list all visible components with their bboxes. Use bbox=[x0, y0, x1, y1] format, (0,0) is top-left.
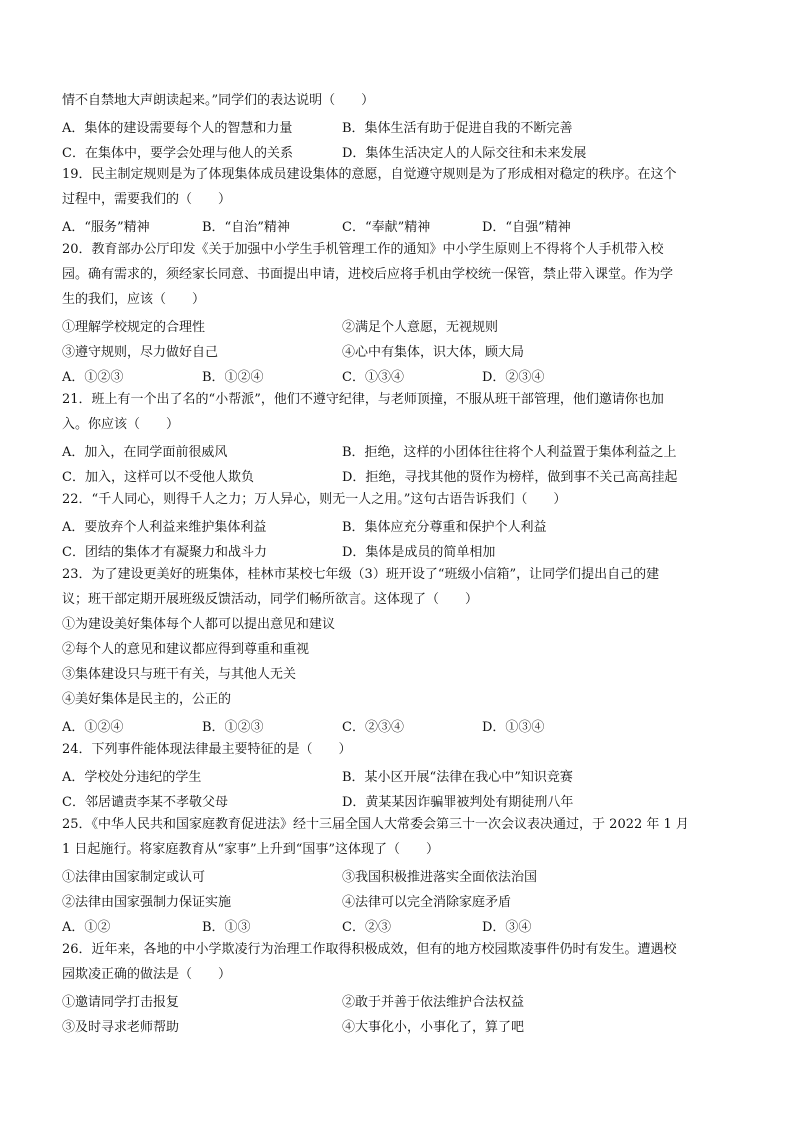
option-right: ②满足个人意愿，无视规则 bbox=[342, 320, 499, 335]
text-line: 26．近年来，各地的中小学欺凌行为治理工作取得积极成效，但有的地方校园欺凌事件仍时有发生。遭遇校 bbox=[62, 942, 677, 957]
text-line: 21．班上有一个出了名的“小帮派”，他们不遵守纪律，与老师顶撞，不服从班干部管理，他们邀请你也加 bbox=[62, 392, 664, 407]
text-line: 入。你应该（ ） bbox=[62, 417, 180, 432]
answer-choice: B．①②④ bbox=[202, 370, 264, 385]
option-right: B．集体应充分尊重和保护个人利益 bbox=[342, 520, 547, 535]
text-line: 25．《中华人民共和国家庭教育促进法》经十三届全国人大常委会第三十一次会议表决通过，于 2022 年 1 月 bbox=[62, 817, 689, 832]
option-left: ③遵守规则，尽力做好自己 bbox=[62, 345, 219, 360]
option-right: D．拒绝，寻找其他的贤作为榜样，做到事不关己高高挂起 bbox=[342, 470, 678, 485]
option-right: D．集体是成员的简单相加 bbox=[342, 545, 496, 560]
answer-choice: D．“自强”精神 bbox=[482, 220, 571, 235]
option-left: A．要放弃个人利益来维护集体利益 bbox=[62, 520, 267, 535]
option-right: ③我国积极推进落实全面依法治国 bbox=[342, 870, 538, 885]
text-line: ③集体建设只与班干有关，与其他人无关 bbox=[62, 667, 297, 682]
option-left: C．加入，这样可以不受他人欺负 bbox=[62, 470, 254, 485]
option-left: ③及时寻求老师帮助 bbox=[62, 1020, 180, 1035]
answer-choice: C．“奉献”精神 bbox=[342, 220, 431, 235]
option-right: ②敢于并善于依法维护合法权益 bbox=[342, 995, 525, 1010]
text-line: 19．民主制定规则是为了体现集体成员建设集体的意愿，自觉遵守规则是为了形成相对稳定的秩序。在这个 bbox=[62, 167, 677, 182]
text-line: 22．“千人同心，则得千人之力；万人异心，则无一人之用。”这句古语告诉我们（ ） bbox=[62, 492, 567, 507]
answer-choice: A．①② bbox=[62, 920, 111, 935]
option-left: ①法律由国家制定或认可 bbox=[62, 870, 206, 885]
text-line: 1 日起施行。将家庭教育从“家事”上升到“国事”这体现了（ ） bbox=[62, 842, 439, 857]
option-left: ①理解学校规定的合理性 bbox=[62, 320, 206, 335]
text-line: 23．为了建设更美好的班集体，桂林市某校七年级（3）班开设了“班级小信箱”，让同学们提出自己的建 bbox=[62, 567, 660, 582]
option-left: ①邀请同学打击报复 bbox=[62, 995, 180, 1010]
answer-choice: C．①③④ bbox=[342, 370, 404, 385]
text-line: 24．下列事件能体现法律最主要特征的是（ ） bbox=[62, 742, 352, 757]
text-line: 园欺凌正确的做法是（ ） bbox=[62, 967, 232, 982]
option-left: A．集体的建设需要每个人的智慧和力量 bbox=[62, 121, 293, 136]
answer-choice: D．①③④ bbox=[482, 720, 545, 735]
answer-choice: B．“自治”精神 bbox=[202, 220, 290, 235]
answer-choice: D．②③④ bbox=[482, 370, 545, 385]
option-right: B．某小区开展“法律在我心中”知识竞赛 bbox=[342, 770, 573, 785]
option-right: ④法律可以完全消除家庭矛盾 bbox=[342, 895, 512, 910]
text-line: 20．教育部办公厅印发《关于加强中小学生手机管理工作的通知》中小学生原则上不得将个人手机带入校 bbox=[62, 242, 664, 257]
option-left: C．邻居谴责李某不孝敬父母 bbox=[62, 795, 228, 810]
option-left: A．加入，在同学面前很威风 bbox=[62, 445, 228, 460]
option-left: ②法律由国家强制力保证实施 bbox=[62, 895, 232, 910]
option-right: D．集体生活决定人的人际交往和未来发展 bbox=[342, 146, 587, 161]
option-left: C．在集体中，要学会处理与他人的关系 bbox=[62, 146, 293, 161]
text-line: ④美好集体是民主的，公正的 bbox=[62, 692, 232, 707]
answer-choice: A．①②③ bbox=[62, 370, 124, 385]
option-right: D．黄某某因诈骗罪被判处有期徒刑八年 bbox=[342, 795, 574, 810]
answer-choice: D．③④ bbox=[482, 920, 532, 935]
option-right: ④心中有集体，识大体，顾大局 bbox=[342, 345, 525, 360]
text-line: 议；班干部定期开展班级反馈活动，同学们畅所欲言。这体现了（ ） bbox=[62, 592, 479, 607]
answer-choice: B．①②③ bbox=[202, 720, 264, 735]
text-line: ②每个人的意见和建议都应得到尊重和重视 bbox=[62, 642, 310, 657]
answer-choice: A．①②④ bbox=[62, 720, 124, 735]
text-line: 过程中，需要我们的（ ） bbox=[62, 192, 232, 207]
text-line: 生的我们，应该（ ） bbox=[62, 292, 206, 307]
option-left: C．团结的集体才有凝聚力和战斗力 bbox=[62, 545, 267, 560]
answer-choice: C．②③④ bbox=[342, 720, 404, 735]
answer-choice: B．①③ bbox=[202, 920, 251, 935]
option-right: ④大事化小，小事化了，算了吧 bbox=[342, 1020, 525, 1035]
option-right: B．集体生活有助于促进自我的不断完善 bbox=[342, 121, 573, 136]
text-line: 园。确有需求的，须经家长同意、书面提出申请，进校后应将手机由学校统一保管，禁止带入课堂。作为学 bbox=[62, 267, 674, 282]
answer-choice: A．“服务”精神 bbox=[62, 220, 150, 235]
option-left: A．学校处分违纪的学生 bbox=[62, 770, 202, 785]
text-line: ①为建设美好集体每个人都可以提出意见和建议 bbox=[62, 617, 336, 632]
answer-choice: C．②③ bbox=[342, 920, 391, 935]
text-line: 情不自禁地大声朗读起来。”同学们的表达说明（ ） bbox=[62, 93, 375, 108]
option-right: B．拒绝，这样的小团体往往将个人利益置于集体利益之上 bbox=[342, 445, 677, 460]
